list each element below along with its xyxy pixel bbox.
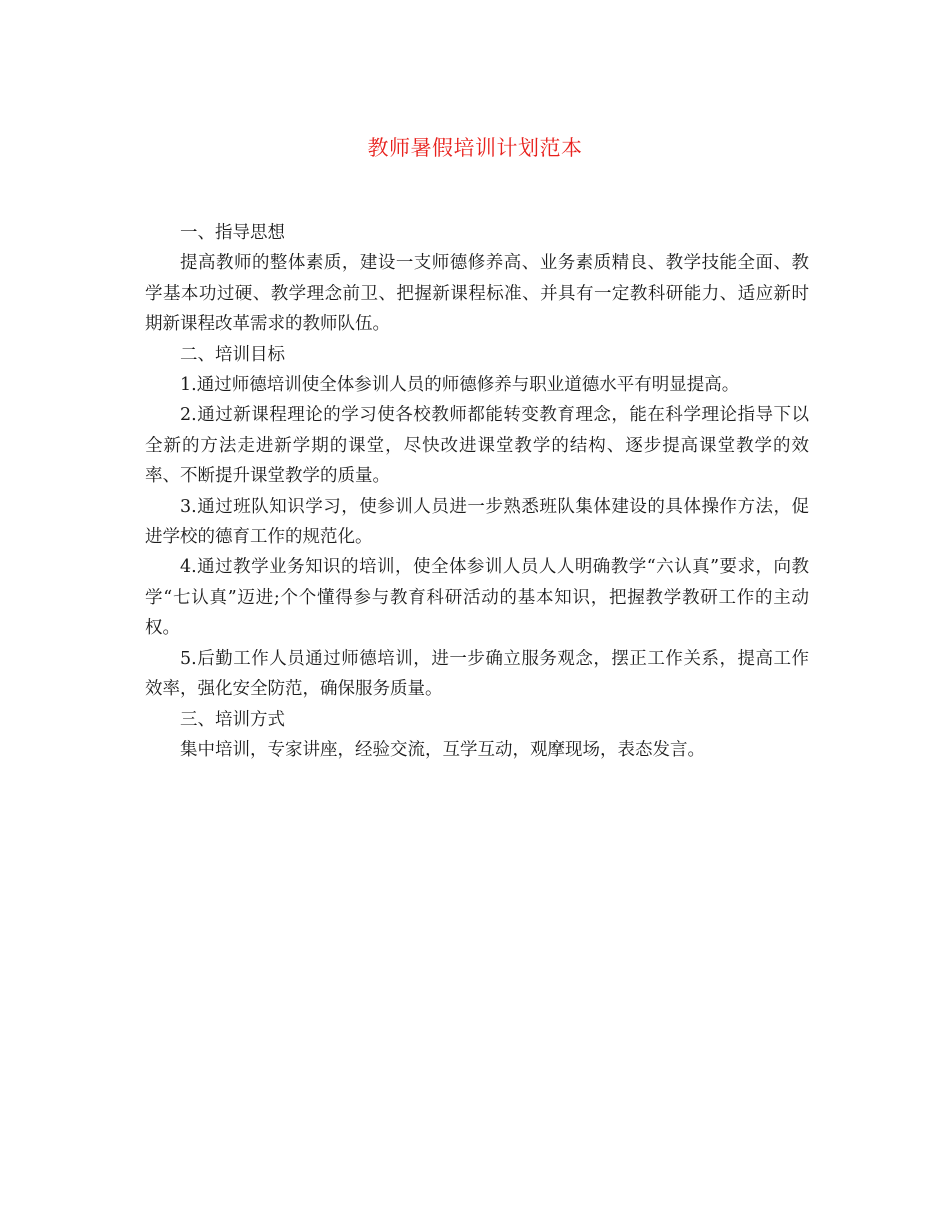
paragraph-guiding-ideology: 提高教师的整体素质，建设一支师德修养高、业务素质精良、教学技能全面、教学基本功过硬、教学理念前卫、把握新课程标准、并具有一定教科研能力、适应新时期新课程改革需求的教师队伍。 xyxy=(145,253,809,335)
section-heading-training-goals: 二、培训目标 xyxy=(180,344,285,365)
paragraph-goal-4: 4.通过教学业务知识的培训，使全体参训人员人人明确教学“六认真”要求，向教学“七认真”迈进;个个懂得参与教育科研活动的基本知识，把握教学教研工作的主动权。 xyxy=(145,557,809,639)
paragraph-training-methods: 集中培训，专家讲座，经验交流，互学互动，观摩现场，表态发言。 xyxy=(180,739,705,760)
document-body xyxy=(145,218,809,765)
section-heading-training-methods: 三、培训方式 xyxy=(180,709,285,730)
section-heading-guiding-ideology: 一、指导思想 xyxy=(180,223,285,243)
paragraph-goal-3: 3.通过班队知识学习，使参训人员进一步熟悉班队集体建设的具体操作方法，促进学校的德育工作的规范化。 xyxy=(145,496,809,548)
paragraph-goal-5: 5.后勤工作人员通过师德培训，进一步确立服务观念，摆正工作关系，提高工作效率，强化安全防范，确保服务质量。 xyxy=(145,648,809,700)
paragraph-goal-1: 1.通过师德培训使全体参训人员的师德修养与职业道德水平有明显提高。 xyxy=(180,375,740,396)
paragraph-goal-2: 2.通过新课程理论的学习使各校教师都能转变教育理念，能在科学理论指导下以全新的方法走进新学期的课堂，尽快改进课堂教学的结构、逐步提高课堂教学的效率、不断提升课堂教学的质量。 xyxy=(145,405,809,487)
document-title: 教师暑假培训计划范本 xyxy=(367,136,583,160)
